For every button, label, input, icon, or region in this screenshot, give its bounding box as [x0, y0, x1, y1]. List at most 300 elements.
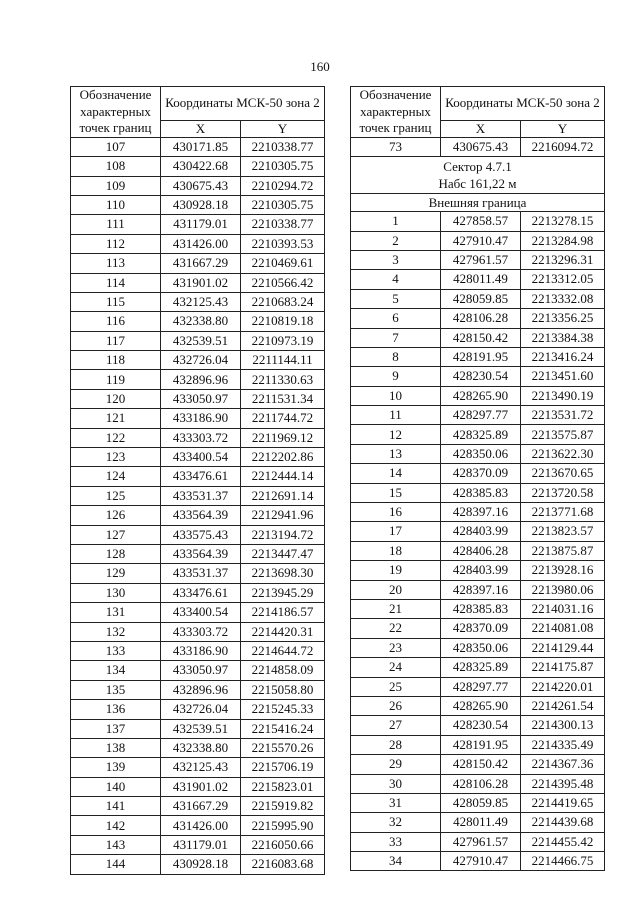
table-row — [351, 735, 605, 754]
point-number: 73 — [351, 137, 441, 156]
point-number: 114 — [71, 273, 161, 292]
y-value: 2211330.63 — [241, 370, 325, 389]
x-value: 428106.28 — [441, 774, 521, 793]
point-number: 15 — [351, 483, 441, 502]
y-value: 2215245.33 — [241, 700, 325, 719]
x-value: 431179.01 — [161, 835, 241, 854]
point-number: 133 — [71, 641, 161, 660]
table-row — [351, 406, 605, 425]
y-value: 2213278.15 — [521, 212, 605, 231]
table-row — [71, 234, 325, 253]
y-value: 2213416.24 — [521, 347, 605, 366]
point-number: 31 — [351, 793, 441, 812]
point-number: 26 — [351, 696, 441, 715]
point-designation-header: Обозначение характерных точек границ — [71, 87, 161, 138]
y-value: 2214335.49 — [521, 735, 605, 754]
y-value: 2213945.29 — [241, 583, 325, 602]
table-row — [71, 700, 325, 719]
x-value: 431179.01 — [161, 215, 241, 234]
point-number: 121 — [71, 409, 161, 428]
y-value: 2212691.14 — [241, 486, 325, 505]
x-value: 428385.83 — [441, 599, 521, 618]
y-value: 2210305.75 — [241, 195, 325, 214]
point-number: 136 — [71, 700, 161, 719]
x-value: 433531.37 — [161, 486, 241, 505]
table-row — [71, 351, 325, 370]
table-row — [71, 448, 325, 467]
point-number: 7 — [351, 328, 441, 347]
point-number: 143 — [71, 835, 161, 854]
table-row — [351, 561, 605, 580]
point-number: 115 — [71, 292, 161, 311]
point-number: 23 — [351, 638, 441, 657]
table-row — [71, 641, 325, 660]
y-value: 2212202.86 — [241, 448, 325, 467]
y-value: 2213823.57 — [521, 522, 605, 541]
x-value: 433575.43 — [161, 525, 241, 544]
table-row — [351, 755, 605, 774]
table-row — [351, 716, 605, 735]
table-row — [351, 347, 605, 366]
y-value: 2216083.68 — [241, 855, 325, 874]
table-row — [351, 425, 605, 444]
point-number: 22 — [351, 619, 441, 638]
table-row — [351, 137, 605, 156]
x-value: 432539.51 — [161, 331, 241, 350]
x-value: 427910.47 — [441, 231, 521, 250]
table-row — [71, 583, 325, 602]
y-value: 2213720.58 — [521, 483, 605, 502]
y-value: 2214220.01 — [521, 677, 605, 696]
boundary-title-row — [351, 194, 605, 212]
coordinates-header: Координаты МСК-50 зона 2 — [161, 87, 325, 121]
y-value: 2213384.38 — [521, 328, 605, 347]
table-row — [71, 176, 325, 195]
y-value: 2213356.25 — [521, 309, 605, 328]
y-value: 2215995.90 — [241, 816, 325, 835]
point-number: 14 — [351, 464, 441, 483]
point-number: 116 — [71, 312, 161, 331]
table-row — [351, 503, 605, 522]
point-number: 32 — [351, 813, 441, 832]
x-value: 431426.00 — [161, 234, 241, 253]
point-number: 107 — [71, 137, 161, 156]
y-value: 2214186.57 — [241, 603, 325, 622]
y-value: 2210338.77 — [241, 137, 325, 156]
table-row — [71, 622, 325, 641]
point-number: 18 — [351, 541, 441, 560]
boundary-title: Внешняя граница — [351, 194, 605, 212]
y-value: 2210305.75 — [241, 157, 325, 176]
x-value: 433400.54 — [161, 448, 241, 467]
table-row — [71, 855, 325, 874]
point-number: 119 — [71, 370, 161, 389]
x-value: 428230.54 — [441, 716, 521, 735]
x-value: 433303.72 — [161, 428, 241, 447]
x-header: X — [441, 120, 521, 137]
y-value: 2213622.30 — [521, 444, 605, 463]
x-value: 431426.00 — [161, 816, 241, 835]
x-value: 428406.28 — [441, 541, 521, 560]
table-row — [351, 270, 605, 289]
point-number: 25 — [351, 677, 441, 696]
y-value: 2210683.24 — [241, 292, 325, 311]
x-value: 428350.06 — [441, 444, 521, 463]
x-value: 428403.99 — [441, 522, 521, 541]
table-row — [351, 813, 605, 832]
x-value: 427961.57 — [441, 832, 521, 851]
point-number: 19 — [351, 561, 441, 580]
point-number: 127 — [71, 525, 161, 544]
table-row — [71, 816, 325, 835]
table-row — [71, 738, 325, 757]
y-value: 2211969.12 — [241, 428, 325, 447]
x-value: 428325.89 — [441, 425, 521, 444]
point-number: 110 — [71, 195, 161, 214]
y-value: 2213531.72 — [521, 406, 605, 425]
y-value: 2216094.72 — [521, 137, 605, 156]
x-value: 430928.18 — [161, 195, 241, 214]
x-value: 428011.49 — [441, 813, 521, 832]
x-value: 431901.02 — [161, 273, 241, 292]
point-number: 1 — [351, 212, 441, 231]
table-row — [351, 309, 605, 328]
x-value: 433050.97 — [161, 389, 241, 408]
table-row — [71, 157, 325, 176]
point-number: 141 — [71, 797, 161, 816]
point-number: 128 — [71, 544, 161, 563]
y-value: 2211531.34 — [241, 389, 325, 408]
table-row — [71, 835, 325, 854]
x-value: 428370.09 — [441, 464, 521, 483]
y-value: 2214466.75 — [521, 852, 605, 871]
point-number: 24 — [351, 658, 441, 677]
x-value: 428397.16 — [441, 503, 521, 522]
x-value: 430675.43 — [441, 137, 521, 156]
x-value: 433186.90 — [161, 409, 241, 428]
table-row — [351, 483, 605, 502]
point-number: 2 — [351, 231, 441, 250]
y-value: 2214367.36 — [521, 755, 605, 774]
point-number: 122 — [71, 428, 161, 447]
point-number: 113 — [71, 254, 161, 273]
x-value: 433186.90 — [161, 641, 241, 660]
point-number: 17 — [351, 522, 441, 541]
x-value: 428350.06 — [441, 638, 521, 657]
table-row — [351, 677, 605, 696]
y-value: 2214644.72 — [241, 641, 325, 660]
point-number: 132 — [71, 622, 161, 641]
y-value: 2211744.72 — [241, 409, 325, 428]
point-number: 8 — [351, 347, 441, 366]
x-value: 433400.54 — [161, 603, 241, 622]
x-value: 428265.90 — [441, 386, 521, 405]
table-row — [351, 231, 605, 250]
sector-title-row — [351, 157, 605, 194]
table-row — [351, 522, 605, 541]
y-value: 2214419.65 — [521, 793, 605, 812]
x-value: 431667.29 — [161, 797, 241, 816]
x-value: 433476.61 — [161, 583, 241, 602]
y-value: 2213670.65 — [521, 464, 605, 483]
x-value: 432338.80 — [161, 312, 241, 331]
y-value: 2210819.18 — [241, 312, 325, 331]
y-value: 2214420.31 — [241, 622, 325, 641]
x-value: 428370.09 — [441, 619, 521, 638]
x-value: 428150.42 — [441, 755, 521, 774]
point-number: 118 — [71, 351, 161, 370]
x-value: 430422.68 — [161, 157, 241, 176]
table-row — [351, 328, 605, 347]
table-row — [71, 506, 325, 525]
x-value: 432896.96 — [161, 370, 241, 389]
x-value: 428150.42 — [441, 328, 521, 347]
y-value: 2212941.96 — [241, 506, 325, 525]
y-value: 2213575.87 — [521, 425, 605, 444]
table-row — [71, 137, 325, 156]
y-value: 2215706.19 — [241, 758, 325, 777]
point-number: 29 — [351, 755, 441, 774]
table-row — [71, 603, 325, 622]
point-number: 4 — [351, 270, 441, 289]
y-value: 2211144.11 — [241, 351, 325, 370]
x-value: 433303.72 — [161, 622, 241, 641]
y-header: Y — [521, 120, 605, 137]
x-value: 428230.54 — [441, 367, 521, 386]
x-value: 430171.85 — [161, 137, 241, 156]
table-row — [71, 254, 325, 273]
table-row — [351, 619, 605, 638]
y-value: 2210566.42 — [241, 273, 325, 292]
coordinates-table-right — [350, 86, 605, 871]
point-number: 140 — [71, 777, 161, 796]
x-value: 428059.85 — [441, 289, 521, 308]
point-number: 11 — [351, 406, 441, 425]
table-row — [71, 195, 325, 214]
x-value: 431901.02 — [161, 777, 241, 796]
table-row — [71, 428, 325, 447]
x-value: 427961.57 — [441, 250, 521, 269]
y-value: 2213451.60 — [521, 367, 605, 386]
table-row — [71, 544, 325, 563]
y-value: 2213928.16 — [521, 561, 605, 580]
point-number: 28 — [351, 735, 441, 754]
point-number: 109 — [71, 176, 161, 195]
point-number: 20 — [351, 580, 441, 599]
table-row — [351, 212, 605, 231]
x-value: 428059.85 — [441, 793, 521, 812]
x-value: 428325.89 — [441, 658, 521, 677]
x-value: 427858.57 — [441, 212, 521, 231]
point-designation-header: Обозначение характерных точек границ — [351, 87, 441, 138]
x-value: 428403.99 — [441, 561, 521, 580]
point-number: 142 — [71, 816, 161, 835]
x-value: 427910.47 — [441, 852, 521, 871]
table-row — [71, 389, 325, 408]
x-value: 432125.43 — [161, 758, 241, 777]
point-number: 5 — [351, 289, 441, 308]
point-number: 12 — [351, 425, 441, 444]
table-row — [351, 250, 605, 269]
y-value: 2213447.47 — [241, 544, 325, 563]
table-row — [351, 793, 605, 812]
point-number: 117 — [71, 331, 161, 350]
y-value: 2213284.98 — [521, 231, 605, 250]
x-value: 432125.43 — [161, 292, 241, 311]
y-value: 2210393.53 — [241, 234, 325, 253]
table-row — [71, 467, 325, 486]
table-row — [71, 680, 325, 699]
y-value: 2214300.13 — [521, 716, 605, 735]
coordinates-table-left — [70, 86, 325, 875]
y-value: 2216050.66 — [241, 835, 325, 854]
x-value: 432896.96 — [161, 680, 241, 699]
x-value: 431667.29 — [161, 254, 241, 273]
x-value: 432539.51 — [161, 719, 241, 738]
point-number: 137 — [71, 719, 161, 738]
y-value: 2213698.30 — [241, 564, 325, 583]
point-number: 120 — [71, 389, 161, 408]
x-value: 428385.83 — [441, 483, 521, 502]
y-value: 2210294.72 — [241, 176, 325, 195]
point-number: 144 — [71, 855, 161, 874]
table-row — [351, 774, 605, 793]
point-number: 131 — [71, 603, 161, 622]
x-value: 433564.39 — [161, 506, 241, 525]
x-value: 428397.16 — [441, 580, 521, 599]
x-value: 430928.18 — [161, 855, 241, 874]
table-row — [71, 370, 325, 389]
x-value: 428265.90 — [441, 696, 521, 715]
y-value: 2213312.05 — [521, 270, 605, 289]
table-row — [351, 444, 605, 463]
table-row — [71, 661, 325, 680]
y-value: 2210469.61 — [241, 254, 325, 273]
point-number: 129 — [71, 564, 161, 583]
x-value: 432338.80 — [161, 738, 241, 757]
y-value: 2214858.09 — [241, 661, 325, 680]
point-number: 16 — [351, 503, 441, 522]
sector-title — [351, 157, 605, 194]
x-value: 432726.04 — [161, 700, 241, 719]
y-header: Y — [241, 120, 325, 137]
table-row — [351, 832, 605, 851]
right-table-body — [351, 212, 605, 871]
y-value: 2215416.24 — [241, 719, 325, 738]
y-value: 2210338.77 — [241, 215, 325, 234]
table-row — [351, 367, 605, 386]
y-value: 2214439.68 — [521, 813, 605, 832]
y-value: 2214455.42 — [521, 832, 605, 851]
page-number: 160 — [310, 59, 330, 74]
point-number: 10 — [351, 386, 441, 405]
table-row — [351, 580, 605, 599]
table-row — [351, 289, 605, 308]
point-number: 27 — [351, 716, 441, 735]
y-value: 2214175.87 — [521, 658, 605, 677]
table-row — [71, 273, 325, 292]
sector-height: Набс 161,22 м — [438, 176, 517, 192]
y-value: 2214081.08 — [521, 619, 605, 638]
x-header: X — [161, 120, 241, 137]
y-value: 2213490.19 — [521, 386, 605, 405]
point-number: 139 — [71, 758, 161, 777]
y-value: 2213771.68 — [521, 503, 605, 522]
point-number: 6 — [351, 309, 441, 328]
point-number: 21 — [351, 599, 441, 618]
point-number: 123 — [71, 448, 161, 467]
table-row — [71, 312, 325, 331]
point-number: 33 — [351, 832, 441, 851]
table-row — [71, 292, 325, 311]
x-value: 433050.97 — [161, 661, 241, 680]
table-row — [71, 525, 325, 544]
table-row — [351, 541, 605, 560]
x-value: 428297.77 — [441, 677, 521, 696]
y-value: 2214031.16 — [521, 599, 605, 618]
point-number: 111 — [71, 215, 161, 234]
point-number: 112 — [71, 234, 161, 253]
x-value: 428191.95 — [441, 347, 521, 366]
y-value: 2213296.31 — [521, 250, 605, 269]
point-number: 3 — [351, 250, 441, 269]
y-value: 2213875.87 — [521, 541, 605, 560]
table-row — [71, 215, 325, 234]
point-number: 126 — [71, 506, 161, 525]
y-value: 2215919.82 — [241, 797, 325, 816]
point-number: 130 — [71, 583, 161, 602]
table-row — [351, 696, 605, 715]
x-value: 428011.49 — [441, 270, 521, 289]
table-row — [71, 777, 325, 796]
table-row — [71, 758, 325, 777]
point-number: 13 — [351, 444, 441, 463]
y-value: 2210973.19 — [241, 331, 325, 350]
table-row — [71, 409, 325, 428]
y-value: 2213194.72 — [241, 525, 325, 544]
left-table-body — [71, 137, 325, 874]
x-value: 428191.95 — [441, 735, 521, 754]
y-value: 2213980.06 — [521, 580, 605, 599]
table-row — [351, 658, 605, 677]
table-row — [71, 564, 325, 583]
point-number: 125 — [71, 486, 161, 505]
y-value: 2212444.14 — [241, 467, 325, 486]
table-row — [351, 638, 605, 657]
point-number: 108 — [71, 157, 161, 176]
table-row — [351, 599, 605, 618]
y-value: 2215058.80 — [241, 680, 325, 699]
table-row — [71, 797, 325, 816]
y-value: 2214129.44 — [521, 638, 605, 657]
sector-name: Сектор 4.7.1 — [443, 159, 512, 175]
table-row — [71, 719, 325, 738]
x-value: 433564.39 — [161, 544, 241, 563]
y-value: 2215570.26 — [241, 738, 325, 757]
x-value: 430675.43 — [161, 176, 241, 195]
table-row — [351, 852, 605, 871]
table-row — [71, 331, 325, 350]
table-row — [351, 386, 605, 405]
point-number: 134 — [71, 661, 161, 680]
y-value: 2215823.01 — [241, 777, 325, 796]
x-value: 432726.04 — [161, 351, 241, 370]
x-value: 433531.37 — [161, 564, 241, 583]
point-number: 135 — [71, 680, 161, 699]
point-number: 124 — [71, 467, 161, 486]
y-value: 2214261.54 — [521, 696, 605, 715]
coordinates-header: Координаты МСК-50 зона 2 — [441, 87, 605, 121]
